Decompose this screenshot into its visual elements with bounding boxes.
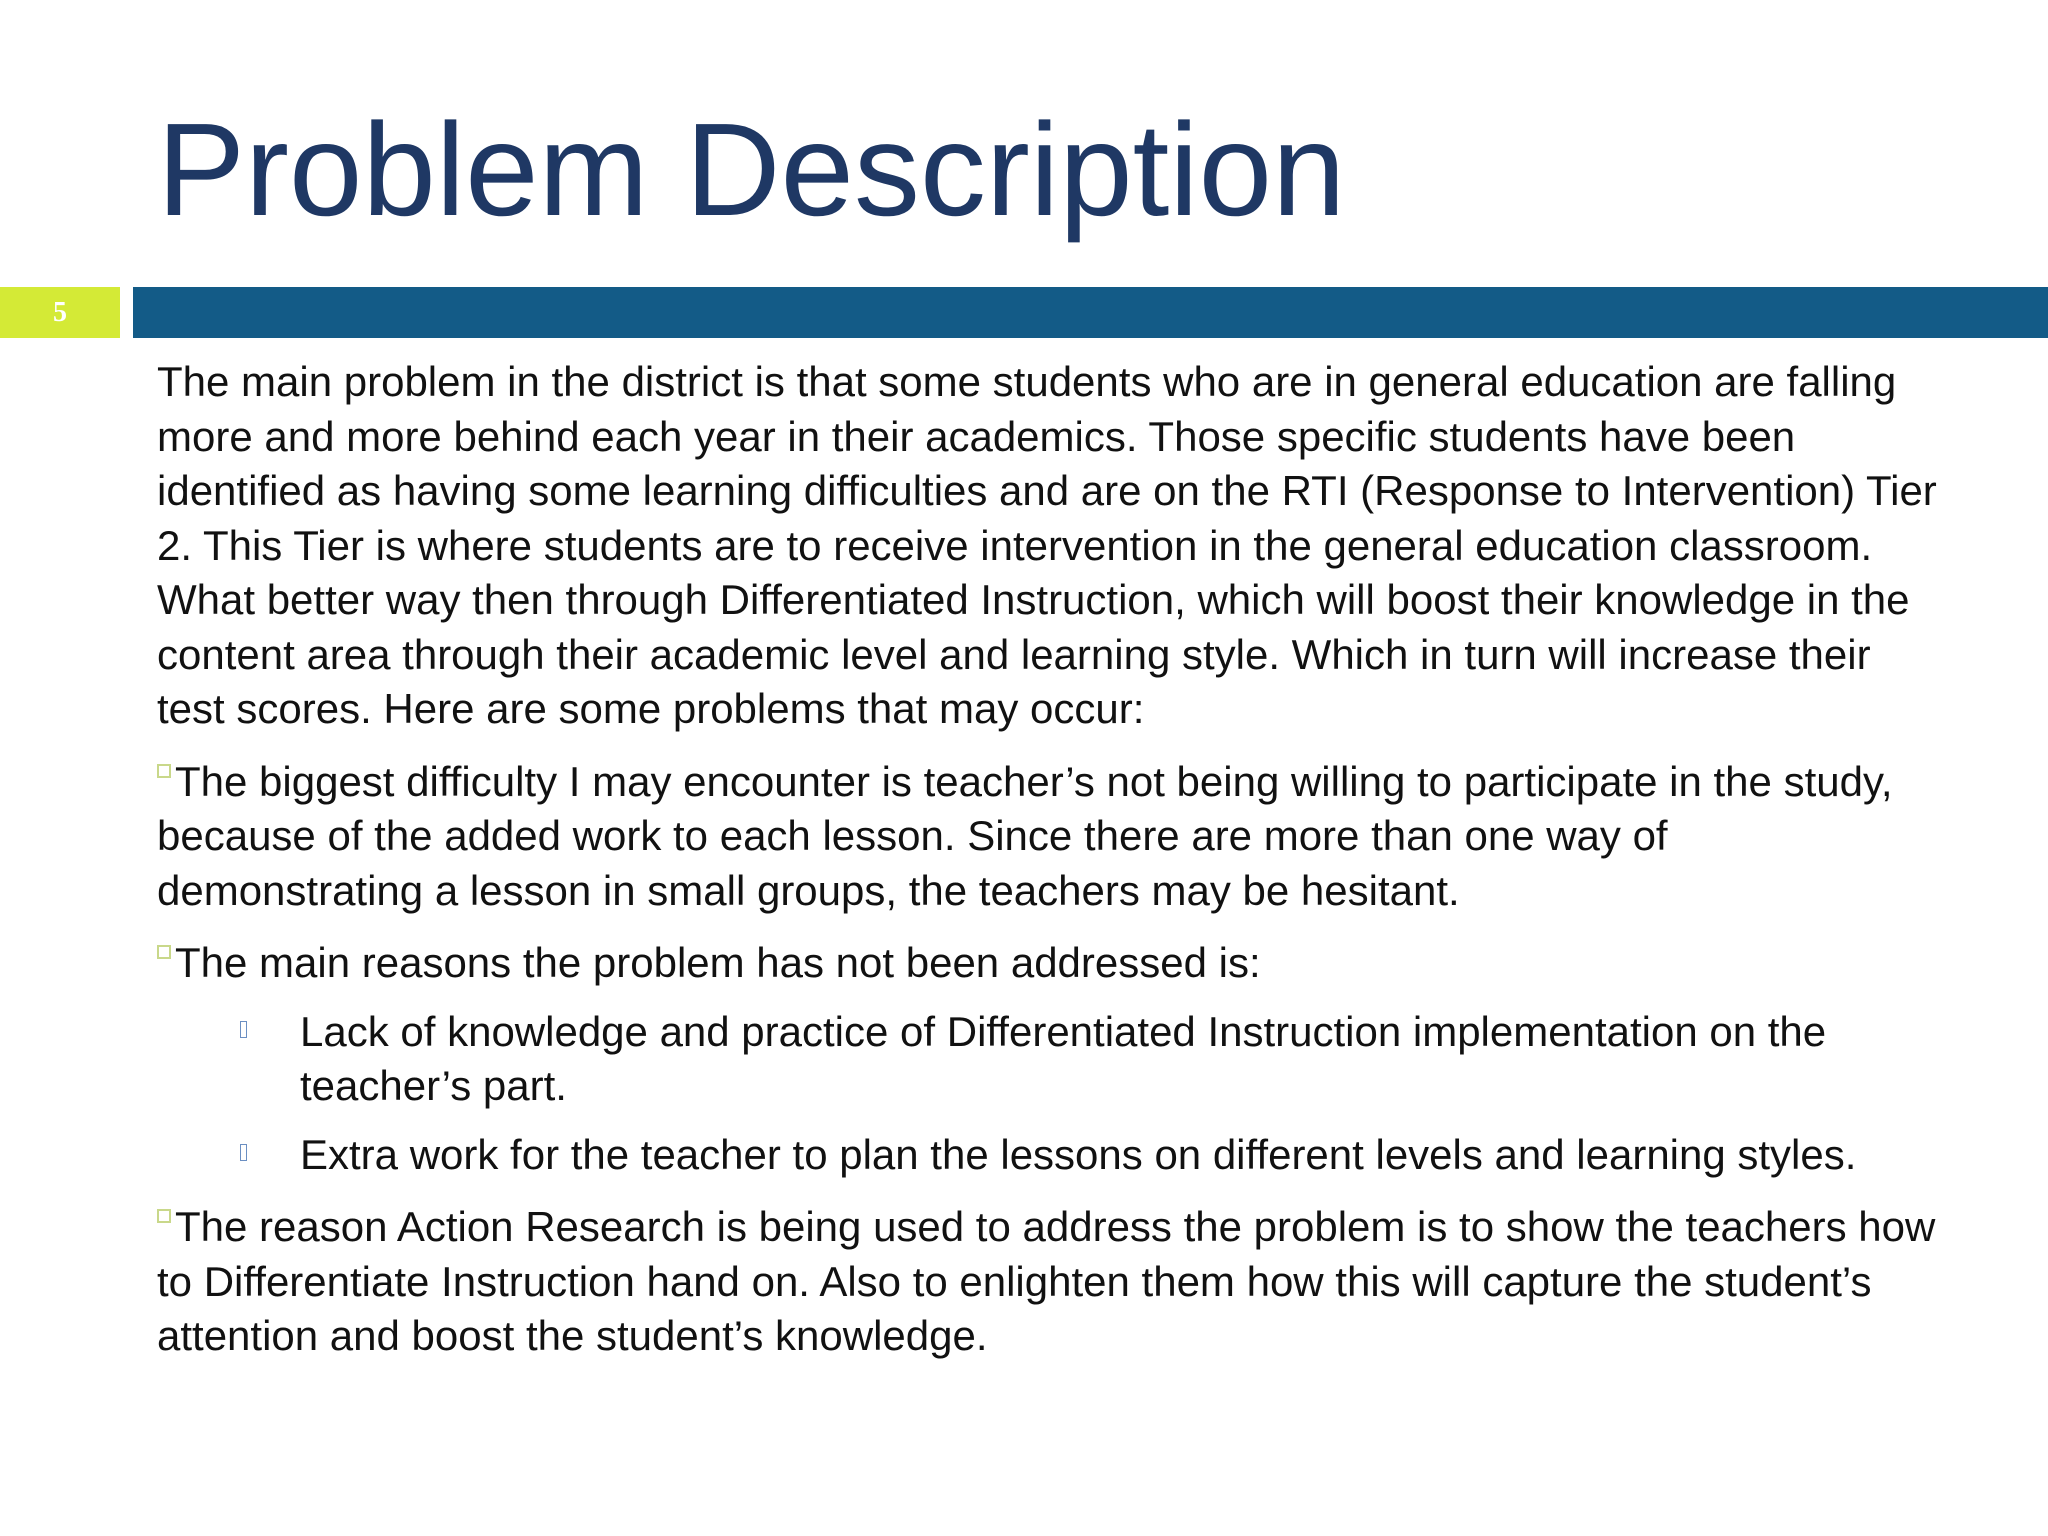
intro-paragraph: The main problem in the district is that some students who are in general education are falling more and more behind each year in their academics. Those specific students have been identified as having some learning difficulties and are on the RTI (Response to Intervention) Tier 2. This Tier is where students are to receive intervention in the general education classroom. What better way then through Differentiated Instruction, which will boost their knowledge in the content area through their academic level and learning style. Which in turn will increase their test scores. Here are some problems that may occur: xyxy=(157,358,1937,732)
sub-item-text: Extra work for the teacher to plan the lessons on different levels and learning styles. xyxy=(300,1130,1857,1178)
square-bullet-icon xyxy=(157,1209,171,1223)
bullet-item-reasons xyxy=(157,936,1937,1182)
slide-title: Problem Description xyxy=(157,96,1346,243)
reasons-sub-list xyxy=(157,1005,1937,1183)
bullet-text: The reason Action Research is being used to address the problem is to show the teachers how to Differentiate Instruction hand on. Also to enlighten them how this will capture the student’s attention and boost the student’s knowledge. xyxy=(157,1203,1936,1359)
header-divider-bar xyxy=(133,287,2048,338)
sub-bullet-icon xyxy=(240,1021,247,1038)
sub-item-text: Lack of knowledge and practice of Differentiated Instruction implementation on the teacher’s part. xyxy=(300,1007,1827,1109)
bullet-text: The biggest difficulty I may encounter is teacher’s not being willing to participate in the study, because of the added work to each lesson. Since there are more than one way of demonstrating a lesson in small groups, the teachers may be hesitant. xyxy=(157,757,1893,914)
square-bullet-icon xyxy=(157,945,171,959)
slide-body xyxy=(157,355,1937,1364)
bullet-item-action-research xyxy=(157,1200,1937,1364)
sub-list-item xyxy=(157,1128,1937,1183)
sub-bullet-icon xyxy=(240,1144,247,1161)
page-number-badge: 5 xyxy=(0,287,120,338)
bullet-item-difficulty xyxy=(157,755,1937,919)
sub-list-item xyxy=(157,1005,1937,1114)
bullet-text: The main reasons the problem has not been addressed is: xyxy=(175,939,1261,986)
square-bullet-icon xyxy=(157,764,171,778)
